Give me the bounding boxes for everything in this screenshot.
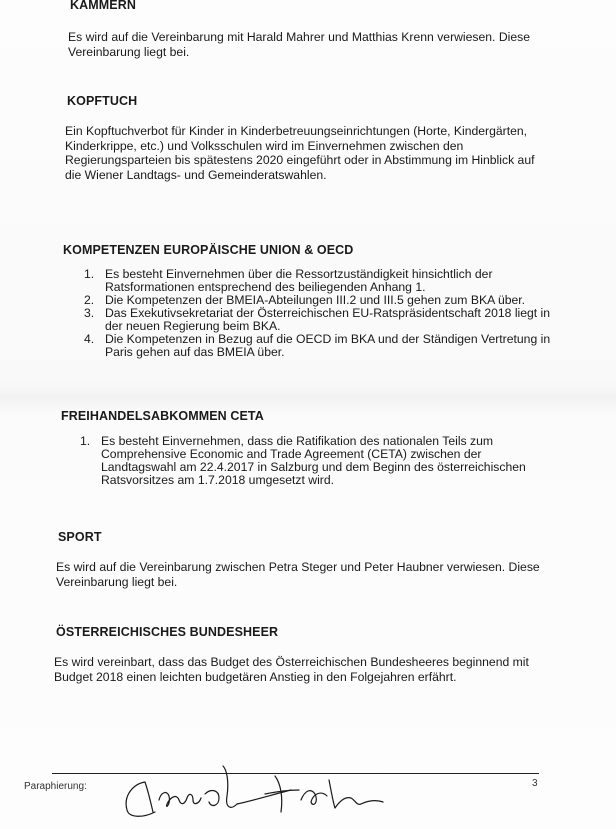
list-item <box>84 268 554 294</box>
section-ceta-list <box>80 435 532 487</box>
section-paragraph: Es wird vereinbart, dass das Budget des Österreichischen Bundesheeres beginnend mit Budget 2018 einen leichten budgetären Anstieg in den Folgejahren erfährt. <box>54 655 529 684</box>
section-kammern <box>70 0 560 12</box>
section-heading: KAMMERN <box>70 0 136 12</box>
section-paragraph: Es wird auf die Vereinbarung zwischen Petra Steger und Peter Haubner verwiesen. Diese Vereinbarung liegt bei. <box>56 560 540 589</box>
page-number: 3 <box>532 778 538 789</box>
list-item-number: 3. <box>84 306 95 320</box>
section-paragraph: Ein Kopftuchverbot für Kinder in Kinderbetreuungseinrichtungen (Horte, Kindergärten, Kinderkrippe, etc.) und Volksschulen wird im Einvernehmen zwischen den Regierungsparteien bis spätestens 2020 eingeführt oder in Abstimmung im Hinblick auf die Wiener Landtags- und Gemeinderatswahlen. <box>65 124 535 182</box>
list-item-number: 1. <box>84 267 95 281</box>
handwritten-signature <box>115 760 385 822</box>
list-item-number: 1. <box>80 434 91 448</box>
paraphierung-label: Paraphierung: <box>24 781 87 792</box>
section-heading: ÖSTERREICHISCHES BUNDESHEER <box>56 625 279 639</box>
list-item <box>80 435 532 487</box>
list-item-number: 4. <box>84 332 95 346</box>
section-heading: KOMPETENZEN EUROPÄISCHE UNION & OECD <box>63 243 354 257</box>
list-item-text: Es besteht Einvernehmen, dass die Ratifikation des nationalen Teils zum Comprehensive Economic and Trade Agreement (CETA) zwischen der Landtagswahl am 22.4.2017 in Salzburg und dem Beginn des österreichischen Ratsvorsitzes am 1.7.2018 umgesetzt wird. <box>101 434 526 487</box>
list-item-text: Es besteht Einvernehmen über die Ressortzuständigkeit hinsichtlich der Ratsformationen entsprechend des beiliegenden Anhang 1. <box>105 267 493 294</box>
section-heading: SPORT <box>58 530 102 544</box>
list-item-number: 2. <box>84 293 95 307</box>
section-kompetenzen <box>63 243 563 257</box>
section-sport-body <box>56 560 546 589</box>
section-kammern-body <box>68 30 548 59</box>
numbered-list <box>84 268 554 359</box>
section-kopftuch <box>67 94 557 108</box>
list-item <box>84 333 554 359</box>
section-sport <box>58 530 548 544</box>
list-item <box>84 307 554 333</box>
list-item-text: Das Exekutivsekretariat der Österreichischen EU-Ratspräsidentschaft 2018 liegt in der neuen Regierung beim BKA. <box>105 306 551 333</box>
section-heading: KOPFTUCH <box>67 94 138 108</box>
numbered-list <box>80 435 532 487</box>
list-item-text: Die Kompetenzen in Bezug auf die OECD im BKA und der Ständigen Vertretung in Paris gehen auf das BMEIA über. <box>105 332 551 359</box>
section-heading: FREIHANDELSABKOMMEN CETA <box>61 409 264 423</box>
section-bundesheer <box>56 625 556 639</box>
section-paragraph: Es wird auf die Vereinbarung mit Harald Mahrer und Matthias Krenn verwiesen. Diese Vereinbarung liegt bei. <box>68 30 530 59</box>
section-bundesheer-body <box>54 655 544 684</box>
list-item-text: Die Kompetenzen der BMEIA-Abteilungen III.2 und III.5 gehen zum BKA über. <box>105 293 526 307</box>
section-ceta <box>61 409 561 423</box>
section-kopftuch-body <box>65 124 547 182</box>
section-kompetenzen-list <box>84 268 554 359</box>
